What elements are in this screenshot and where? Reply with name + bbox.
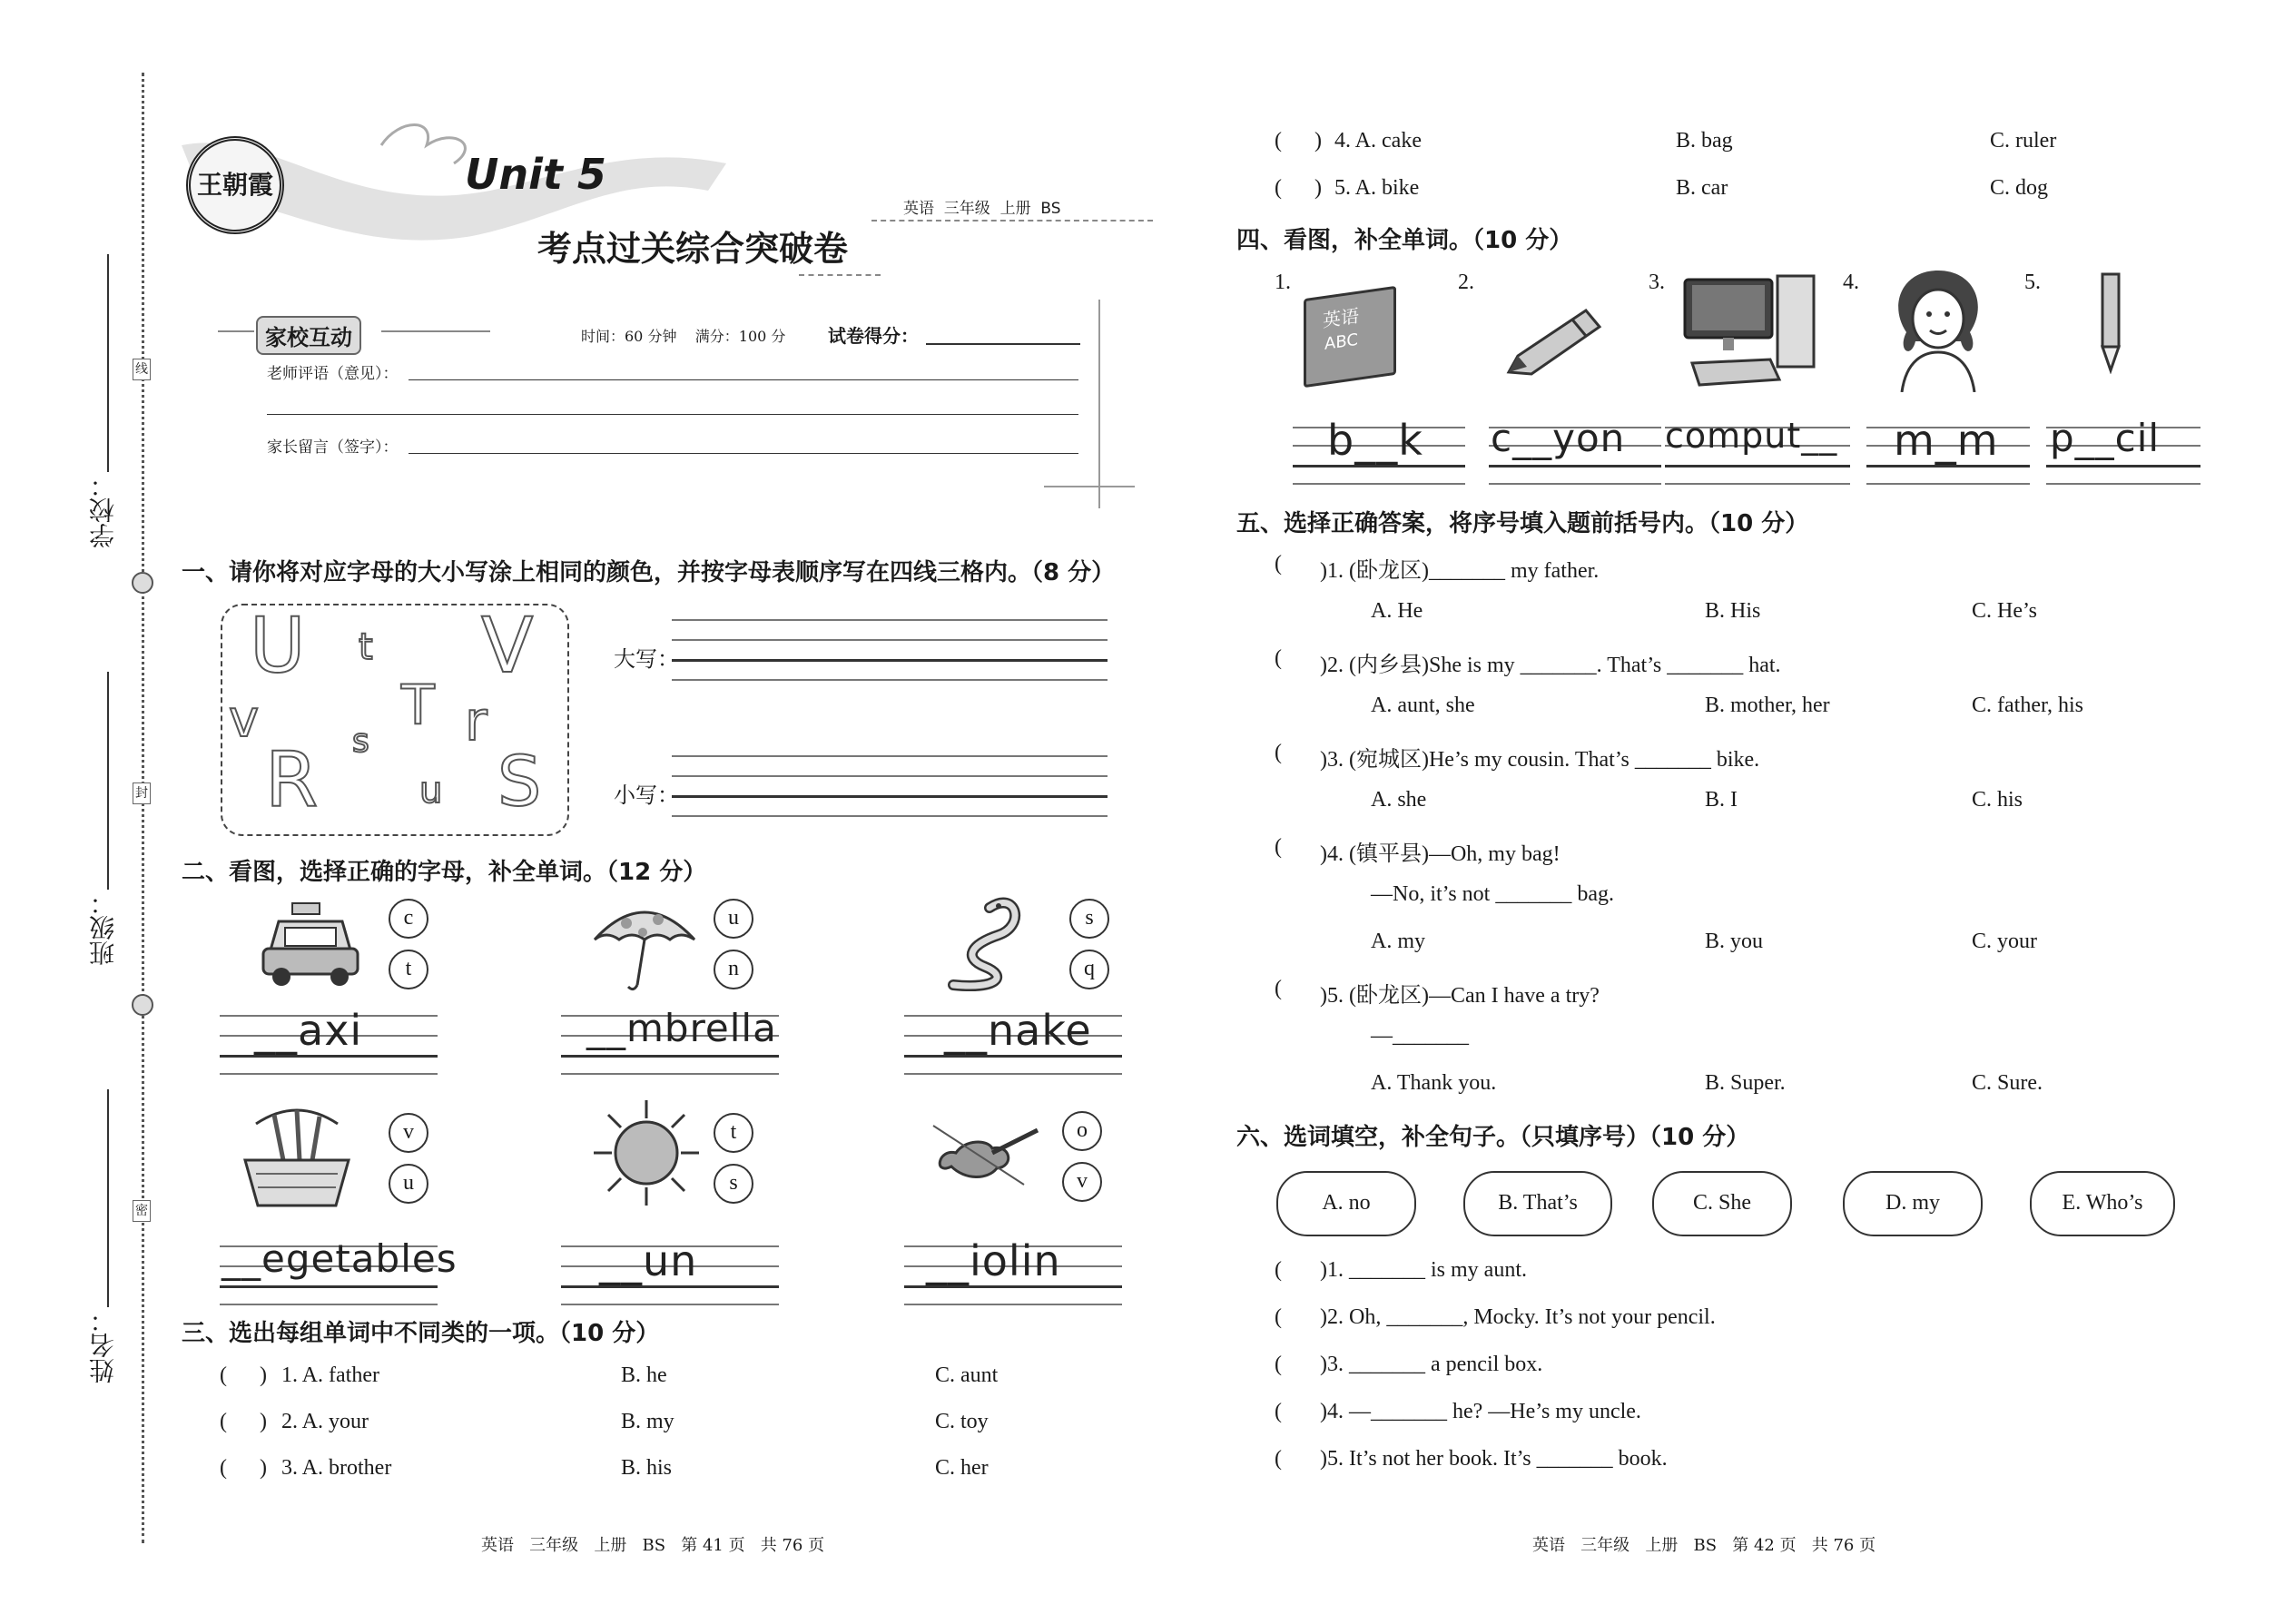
letter-u: u [419,770,443,812]
school-blank [107,254,109,472]
s6-q1: )1. _______ is my aunt. [1320,1258,1527,1282]
crayon-icon [1500,300,1609,381]
s6-q3-paren[interactable]: ( [1275,1353,1282,1376]
s3-q1-paren[interactable]: ( ) [220,1363,267,1387]
vegetables-option-u[interactable]: u [389,1164,428,1204]
computer-word: comput__ [1665,416,1838,456]
s5-q5: )5. (卧龙区)—Can I have a try? [1320,984,1600,1008]
snake-word: __nake [944,1006,1092,1055]
s3-q2-b: B. my [621,1410,674,1433]
letter-v: v [229,690,260,749]
pencil-icon [2097,272,2124,374]
s5-q3-a: A. she [1371,788,1427,812]
s5-q5-a: A. Thank you. [1371,1071,1497,1095]
s3-q1-b: B. he [621,1363,667,1387]
s5-q4-b: B. you [1705,930,1764,953]
name-label: 姓名： [88,1307,118,1383]
parent-comment-label: 家长留言（签字）： [267,438,399,457]
home-school-left-line [218,330,254,332]
s3-q5-c: C. dog [1990,176,2049,200]
s3-q1-c: C. aunt [935,1363,999,1387]
s6-q4-paren[interactable]: ( [1275,1400,1282,1423]
book-abc-text: ABC [1324,330,1358,354]
paper-title: 考点过关综合突破卷 [537,228,849,269]
letter-V: V [481,601,534,690]
s5-q1-b: B. His [1705,599,1761,623]
section4-title: 四、看图，补全单词。（10 分） [1236,227,1573,254]
s3-q4-paren[interactable]: ( ) [1275,129,1322,153]
meta-tag: 英语 三年级 上册 BS [903,200,1061,218]
s3-q4-b: B. bag [1676,129,1733,153]
s5-q3-c: C. his [1972,788,2023,812]
s5-q4: )4. (镇平县)—Oh, my bag! [1320,842,1561,866]
score-blank[interactable] [926,343,1080,345]
s3-q3-c: C. her [935,1456,989,1480]
s3-q2-c: C. toy [935,1410,989,1433]
s5-q2-paren[interactable]: ( [1275,646,1282,670]
s4-n3: 3. [1649,271,1665,294]
s5-q2-c: C. father, his [1972,694,2084,717]
teacher-comment-line-2[interactable] [267,414,1078,415]
mother-word: m_m [1894,416,1999,465]
letter-t: t [359,626,373,668]
violin-icon [924,1112,1042,1194]
book-title-text: 英语 [1323,304,1359,332]
header-dashed-line-2 [799,274,881,276]
home-school-badge [256,316,361,355]
violin-word: __iolin [926,1236,1061,1285]
s5-q1-paren[interactable]: ( [1275,552,1282,576]
sun-word: __un [599,1236,698,1285]
vegetables-word: __egetables [222,1236,458,1281]
s5-q4-a: A. my [1371,930,1425,953]
letter-U: U [250,601,306,690]
taxi-option-t[interactable]: t [389,950,428,989]
snake-icon [935,890,1035,994]
letter-R: R [265,735,319,824]
s4-n1: 1. [1275,271,1291,294]
uppercase-label: 大写： [614,646,679,672]
school-label: 学校： [88,472,118,548]
s6-q3: )3. _______ a pencil box. [1320,1353,1543,1376]
section3-title: 三、选出每组单词中不同类的一项。（10 分） [182,1320,660,1347]
letter-T: T [401,674,435,737]
sun-option-s[interactable]: s [714,1164,753,1204]
corner-frame-right [1098,300,1100,508]
word-cloud-c: C. She [1652,1171,1792,1236]
s6-q5: )5. It’s not her book. It’s _______ book. [1320,1447,1668,1471]
s5-q3: )3. (宛城区)He’s my cousin. That’s _______ bike. [1320,748,1760,772]
score-label: 试卷得分： [828,325,919,347]
violin-option-o[interactable]: o [1062,1111,1102,1151]
s6-q2-paren[interactable]: ( [1275,1305,1282,1329]
umbrella-icon [590,894,699,994]
s5-q2-b: B. mother, her [1705,694,1830,717]
taxi-icon [256,899,365,989]
computer-icon [1681,272,1817,390]
sun-icon [592,1098,701,1207]
taxi-word: __axi [254,1006,363,1055]
home-school-text: 家校互动 [265,325,352,350]
logo-text: 王朝霞 [196,170,273,200]
s4-n2: 2. [1458,271,1474,294]
s5-q4-c: C. your [1972,930,2037,953]
s3-q5-paren[interactable]: ( ) [1275,176,1322,200]
section5-title: 五、选择正确答案，将序号填入题前括号内。（10 分） [1236,510,1809,537]
word-cloud-b: B. That’s [1463,1171,1612,1236]
unit-title: Unit 5 [465,150,606,199]
footer-left: 英语 三年级 上册 BS 第 41 页 共 76 页 [481,1536,825,1555]
vegetables-option-v[interactable]: v [389,1113,428,1153]
section1-title: 一、请你将对应字母的大小写涂上相同的颜色，并按字母表顺序写在四线三格内。（8 分） [182,559,1116,586]
mother-icon [1888,269,1988,392]
umbrella-word: __mbrella [586,1006,777,1050]
vegetables-basket-icon [238,1106,356,1210]
s5-q4-line2: —No, it’s not _______ bag. [1371,882,1614,906]
snake-option-s[interactable]: s [1069,899,1109,939]
binding-dotted-line [142,73,144,1543]
teacher-comment-line-1[interactable] [409,379,1078,380]
umbrella-option-n[interactable]: n [714,950,753,989]
umbrella-option-u[interactable]: u [714,899,753,939]
lowercase-fourline[interactable] [672,755,1108,817]
s5-q2-a: A. aunt, she [1371,694,1475,717]
binding-hole-1 [132,572,153,594]
s3-q2-paren[interactable]: ( ) [220,1410,267,1433]
s5-q3-b: B. I [1705,788,1738,812]
sun-option-t[interactable]: t [714,1113,753,1153]
s5-q4-paren[interactable]: ( [1275,835,1282,859]
footer-right: 英语 三年级 上册 BS 第 42 页 共 76 页 [1532,1536,1876,1555]
class-blank [107,672,109,890]
home-school-right-line [381,330,490,332]
s5-q5-paren[interactable]: ( [1275,977,1282,1000]
s5-q2: )2. (内乡县)She is my _______. That’s _______ hat. [1320,654,1781,677]
s3-q3-a: 3. A. brother [281,1456,392,1480]
s3-q3-b: B. his [621,1456,673,1480]
publisher-logo [186,136,284,234]
s5-q5-line2: —_______ [1371,1024,1469,1048]
s3-q3-paren[interactable]: ( ) [220,1456,267,1480]
s4-n5: 5. [2024,271,2041,294]
s3-q4-a: 4. A. cake [1334,129,1422,153]
s5-q5-b: B. Super. [1705,1071,1786,1095]
section2-title: 二、看图，选择正确的字母，补全单词。（12 分） [182,859,707,886]
letter-s: s [352,723,369,760]
s6-q4: )4. —_______ he? —He’s my uncle. [1320,1400,1641,1423]
book-word: b__k [1327,416,1423,465]
s3-q4-c: C. ruler [1990,129,2057,153]
s5-q1: )1. (卧龙区)_______ my father. [1320,559,1600,583]
word-cloud-e: E. Who’s [2030,1171,2175,1236]
snake-option-q[interactable]: q [1069,950,1109,989]
violin-option-v[interactable]: v [1062,1162,1102,1202]
parent-comment-line[interactable] [409,453,1078,454]
binding-mark-secret: 密 [133,1200,151,1222]
time-info: 时间：60 分钟 满分：100 分 [581,328,786,345]
taxi-option-c[interactable]: c [389,899,428,939]
pencil-word: p__cil [2050,416,2161,460]
letter-r: r [465,690,487,753]
binding-hole-2 [132,994,153,1016]
lowercase-label: 小写： [614,782,679,808]
s3-q1-a: 1. A. father [281,1363,379,1387]
s3-q2-a: 2. A. your [281,1410,369,1433]
s4-n4: 4. [1843,271,1859,294]
word-cloud-a: A. no [1276,1171,1416,1236]
section6-title: 六、选词填空，补全句子。（只填序号）（10 分） [1236,1124,1750,1151]
english-book-icon [1304,286,1396,388]
s3-q5-a: 5. A. bike [1334,176,1420,200]
letter-S: S [497,741,542,822]
crayon-word: c__yon [1491,416,1626,460]
s5-q1-a: A. He [1371,599,1423,623]
name-blank [107,1089,109,1307]
binding-mark-seal: 封 [133,782,151,804]
s5-q5-c: C. Sure. [1972,1071,2043,1095]
s6-q2: )2. Oh, _______, Mocky. It’s not your pencil. [1320,1305,1716,1329]
uppercase-fourline[interactable] [672,619,1108,681]
s3-q5-b: B. car [1676,176,1728,200]
class-label: 班级： [88,890,118,966]
s5-q1-c: C. He’s [1972,599,2037,623]
corner-frame-bottom [1044,486,1135,487]
binding-mark-line: 线 [133,359,151,380]
teacher-comment-label: 老师评语（意见）： [267,365,399,383]
word-cloud-d: D. my [1843,1171,1983,1236]
s6-q1-paren[interactable]: ( [1275,1258,1282,1282]
s5-q3-paren[interactable]: ( [1275,741,1282,764]
header-dashed-line [871,220,1153,221]
s6-q5-paren[interactable]: ( [1275,1447,1282,1471]
